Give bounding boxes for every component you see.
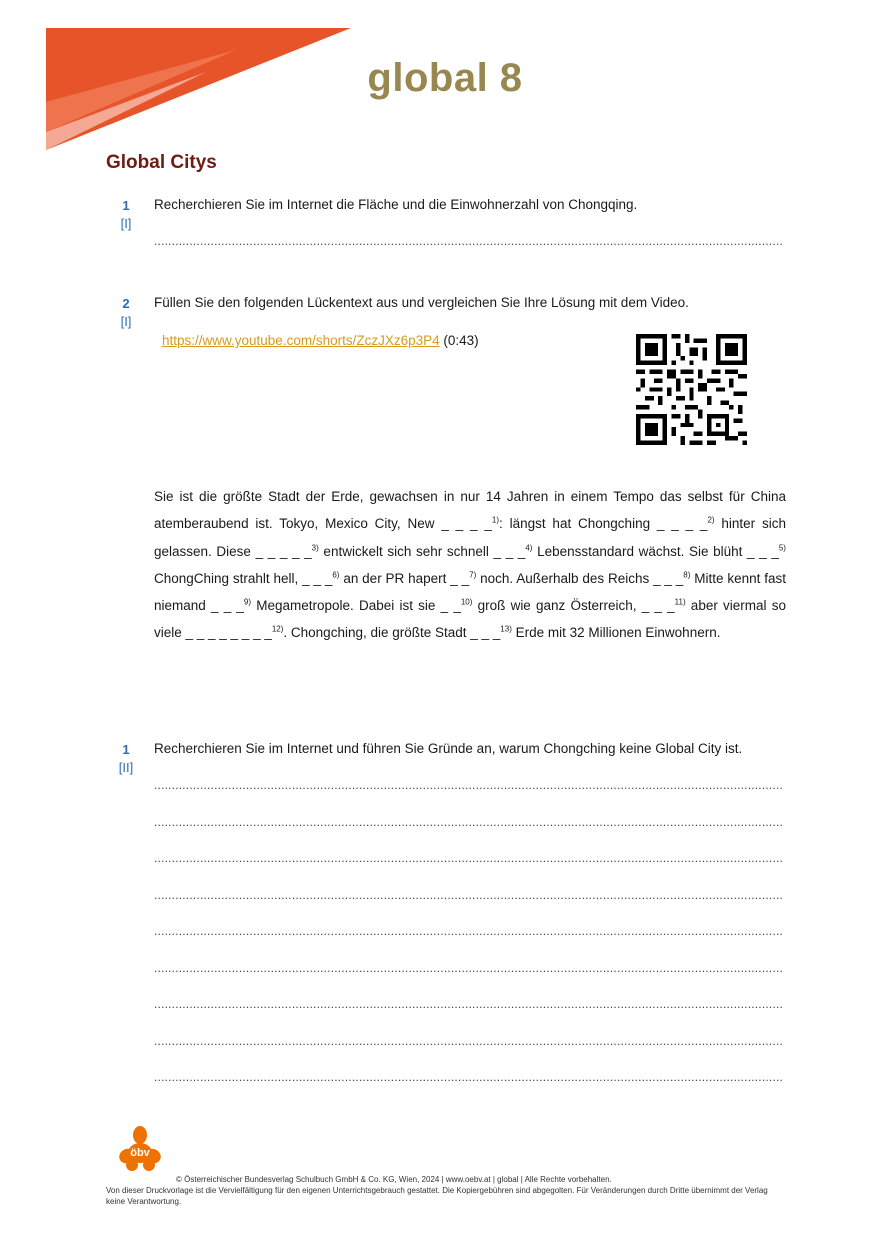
footnote-mark: 12)	[271, 624, 284, 634]
answer-line[interactable]	[154, 888, 784, 902]
task-2-level: [I]	[120, 314, 132, 329]
answer-line[interactable]	[154, 997, 784, 1011]
footnote-mark: 11)	[674, 597, 686, 607]
task-3-number: 1	[122, 742, 130, 757]
cloze-segment: Mitte kennt fast niemand _ _ _	[154, 570, 786, 614]
section-title: Global Citys	[106, 152, 217, 173]
video-link[interactable]: https://www.youtube.com/shorts/ZczJXz6p3P4	[162, 333, 440, 348]
cloze-segment: aber viermal so viele _ _ _ _ _ _ _ _	[154, 598, 786, 641]
footnote-mark: 3)	[311, 543, 319, 553]
cloze-text	[154, 483, 786, 647]
footnote-mark: 2)	[707, 515, 715, 525]
task-1-text: Recherchieren Sie im Internet die Fläche und die Einwohnerzahl von Chongqing.	[154, 197, 638, 212]
task-3-text: Recherchieren Sie im Internet und führen Sie Gründe an, warum Chongching keine Global City ist.	[154, 741, 743, 756]
footer-copyright: © Österreichischer Bundesverlag Schulbuch GmbH & Co. KG, Wien, 2024 | www.oebv.at | global | Alle Rechte vorbehalten.	[176, 1175, 612, 1184]
answer-line[interactable]	[154, 1070, 784, 1084]
answer-line[interactable]	[154, 815, 784, 829]
cloze-segment: noch. Außerhalb des Reichs _ _ _	[476, 570, 684, 586]
task-2-text: Füllen Sie den folgenden Lückentext aus und vergleichen Sie Ihre Lösung mit dem Video.	[154, 295, 689, 310]
cloze-segment: hinter sich gelassen. Diese _ _ _ _ _	[154, 516, 786, 559]
footnote-mark: 8)	[683, 570, 691, 580]
task-3-level: [II]	[118, 760, 134, 775]
task-1-number: 1	[122, 198, 130, 213]
cloze-segment: groß wie ganz Österreich, _ _ _	[472, 598, 675, 614]
oebv-logo	[118, 1126, 162, 1172]
answer-line[interactable]	[154, 961, 784, 975]
cloze-segment: ChongChing strahlt hell, _ _ _	[154, 570, 333, 586]
cloze-segment: Megametropole. Dabei ist sie _ _	[251, 598, 461, 614]
video-link-row	[162, 333, 479, 348]
document-title: global 8	[367, 56, 523, 100]
footnote-mark: 5)	[778, 543, 786, 553]
cloze-segment: . Chongching, die größte Stadt _ _ _	[283, 625, 501, 641]
footer	[106, 1174, 776, 1207]
footnote-mark: 13)	[500, 624, 512, 634]
cloze-segment: : längst hat Chongching _ _ _ _	[499, 516, 708, 532]
footnote-mark: 7)	[469, 570, 477, 580]
cloze-segment: an der PR hapert _ _	[339, 570, 470, 586]
cloze-segment: entwickelt sich sehr schnell _ _ _	[318, 543, 526, 559]
task-1-level: [I]	[120, 216, 132, 231]
qr-code-icon[interactable]	[636, 334, 747, 445]
cloze-segment: Sie ist die größte Stadt der Erde, gewachsen in nur 14 Jahren in einem Tempo das selbst für China atemberaubend ist. Tokyo, Mexico City, New _ _ _ _	[154, 489, 786, 532]
footnote-mark: 1)	[491, 515, 499, 525]
answer-line[interactable]	[154, 851, 784, 865]
footnote-mark: 6)	[332, 570, 340, 580]
footer-notice: Von dieser Druckvorlage ist die Vervielfältigung für den eigenen Unterrichtsgebrauch gestattet. Die Kopiergebühren sind abgegolten. Für Veränderungen durch Dritte übernimmt der Verlag keine Verantwortung.	[106, 1186, 768, 1206]
answer-line[interactable]	[154, 924, 784, 938]
footnote-mark: 9)	[243, 597, 252, 607]
cloze-segment: Lebensstandard wächst. Sie blüht _ _ _	[532, 543, 779, 559]
video-duration: (0:43)	[443, 333, 479, 348]
cloze-segment: Erde mit 32 Millionen Einwohnern.	[511, 625, 721, 641]
answer-line[interactable]	[154, 778, 784, 792]
answer-line[interactable]	[154, 1034, 784, 1048]
answer-line[interactable]	[154, 234, 784, 248]
footnote-mark: 4)	[525, 543, 533, 553]
task-2-number: 2	[122, 296, 130, 311]
footnote-mark: 10)	[460, 597, 473, 607]
logo-text: öbv	[130, 1147, 150, 1159]
